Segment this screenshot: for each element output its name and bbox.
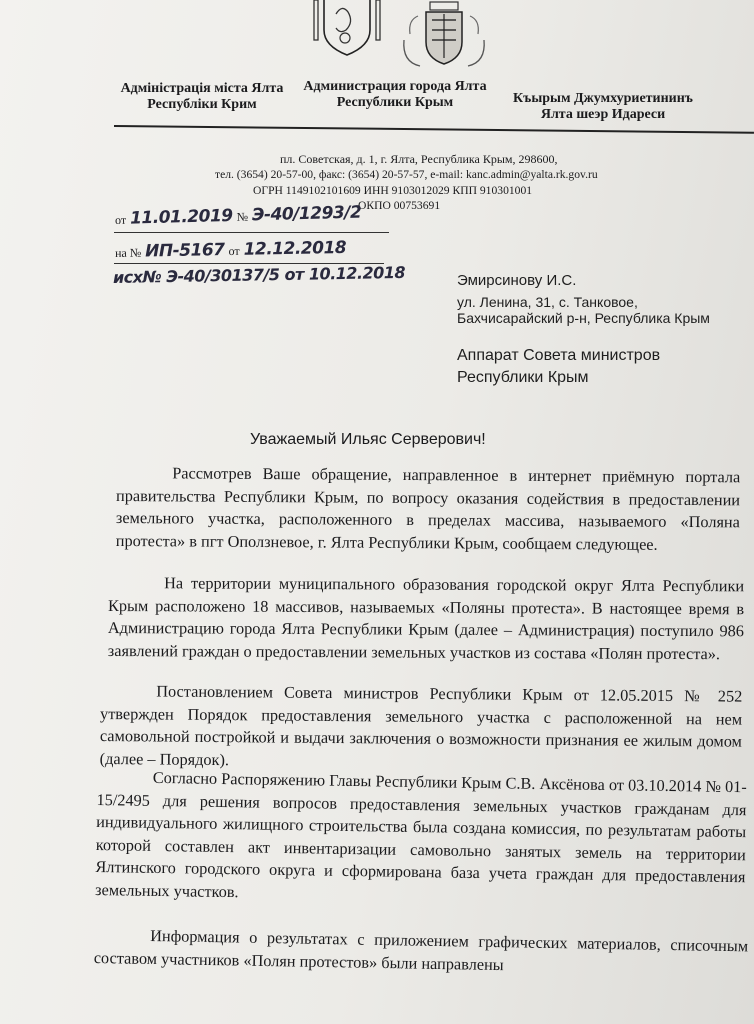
recipient-organization-line-2: Республики Крым <box>457 369 589 386</box>
address-line: пл. Советская, д. 1, г. Ялта, Республика Крым, 298600, <box>280 152 558 166</box>
reference-number: ИП-5167 <box>145 240 225 262</box>
phone-email-line: тел. (3654) 20-57-00, факс: (3654) 20-57-57, e-mail: kanc.admin@yalta.rk.gov.ru <box>215 168 598 181</box>
paragraph-4: Согласно Распоряжению Главы Республики Крым С.В. Аксёнова от 03.10.2014 № 01-15/2495 для решения вопросов предоставления земельных участков гражданам для индивидуального жилищного строительства была создана комиссия, по результатам работы которой составлен акт инвентаризации самовольно занятых земель на территории Ялтинского городского округа и сформирована база учета граждан для предоставления земельных участков. <box>94 767 747 901</box>
reference-date: 12.12.2018 <box>243 237 347 260</box>
outgoing-date: 11.01.2019 <box>129 205 233 229</box>
outgoing-registration-line <box>115 203 362 229</box>
crimea-coat-of-arms-emblem <box>312 0 382 58</box>
on-number-label: на № <box>114 245 142 260</box>
org-name-russian: Администрация города Ялта Республики Крым <box>303 79 487 110</box>
paragraph-2: На территории муниципального образования городской округ Ялта Республики Крым расположено 18 массивов, называемых «Поляны протеста». В настоящее время в Администрацию города Ялта Республики Крым (далее – Администрация) поступило 986 заявлений граждан о предоставлении земельных участков из состава «Полян протеста». <box>107 573 745 663</box>
yalta-coat-of-arms-emblem <box>400 0 488 70</box>
org-name-crimean-tatar: Къырым Джумхуриетининъ Ялта шеэр Идареси <box>513 91 693 122</box>
from-label: от <box>114 212 127 227</box>
reference-date-label: от <box>228 243 240 259</box>
paragraph-1: Рассмотрев Ваше обращение, направленное в интернет приёмную портала правительства Республики Крым, по вопросу оказания содействия в предоставлении земельного участка, расположенного в пределах массива, называемого «Поляна протеста» в пгт Оползневое, г. Ялта Республики Крым, сообщаем следующее. <box>115 463 741 554</box>
incoming-reference-line <box>115 238 346 262</box>
recipient-organization-line-1: Аппарат Совета министров <box>457 347 661 364</box>
ogrn-line: ОГРН 1149102101609 ИНН 9103012029 КПП 910301001 <box>253 184 533 197</box>
paragraph-5: Информация о результатах с приложением графических материалов, списочным составом участников «Полян протестов» были направлены <box>93 925 749 974</box>
number-label: № <box>236 209 249 224</box>
recipient-name: Эмирсинову И.С. <box>457 272 577 289</box>
org-name-ukrainian: Адміністрація міста Ялта Республіки Крим <box>120 81 284 112</box>
outgoing-number: Э-40/1293/2 <box>251 202 362 226</box>
header-divider <box>114 125 754 134</box>
greeting: Уважаемый Ильяс Серверович! <box>250 431 486 448</box>
okpo-line: ОКПО 00753691 <box>358 199 441 212</box>
recipient-address-line-1: ул. Ленина, 31, с. Танковое, <box>457 294 638 310</box>
paragraph-3: Постановлением Совета министров Республики Крым от 12.05.2015 № 252 утвержден Порядок предоставления земельного участка с расположенной на нем самовольной постройкой и выдачи заключения о возможности признания ее жилым домом (далее – Порядок). <box>99 681 743 769</box>
recipient-address-line-2: Бахчисарайский р-н, Республика Крым <box>457 310 710 326</box>
outgoing-underline <box>114 232 389 233</box>
handwritten-outgoing-reference: исх№ Э-40/30137/5 от 10.12.2018 <box>112 262 406 287</box>
